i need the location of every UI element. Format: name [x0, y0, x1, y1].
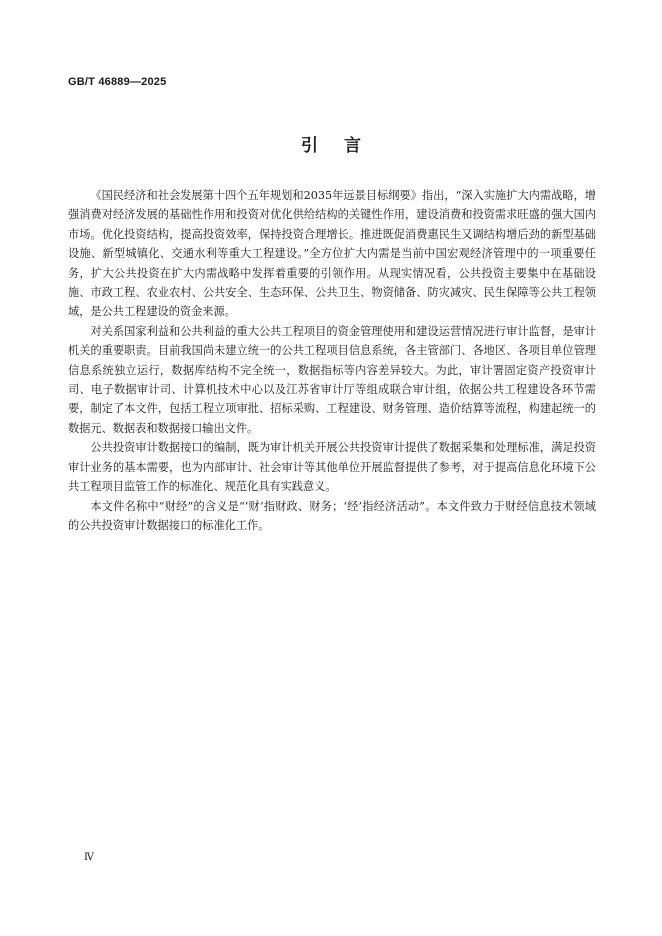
- paragraph-3: 公共投资审计数据接口的编制，既为审计机关开展公共投资审计提供了数据采集和处理标准，满足投资审计业务的基本需要，也为内部审计、社会审计等其他单位开展监督提供了参考，对于提高信息化环境下公共工程项目监管工作的标准化、规范化具有实践意义。: [68, 441, 596, 494]
- paragraph-2: 对关系国家利益和公共利益的重大公共工程项目的资金管理使用和建设运营情况进行审计监督，是审计机关的重要职责。目前我国尚未建立统一的公共工程项目信息系统，各主管部门、各地区、各项目单位管理信息系统独立运行，数据库结构不完全统一，数据指标等内容差异较大。为此，审计署固定资产投资审计司、电子数据审计司、计算机技术中心以及江苏省审计厅等组成联合审计组，依据公共工程建设各环节需要，制定了本文件，包括工程立项审批、招标采购、工程建设、财务管理、造价结算等流程，构建起统一的数据元、数据表和数据接口输出文件。: [68, 324, 596, 435]
- page-title: 引言: [301, 136, 387, 156]
- standard-code: GB/T 46889—2025: [68, 76, 167, 88]
- page-number: Ⅳ: [84, 852, 94, 863]
- paragraph-1: 《国民经济和社会发展第十四个五年规划和2035年远景目标纲要》指出，“深入实施扩大内需战略，增强消费对经济发展的基础性作用和投资对优化供给结构的关键性作用，建设消费和投资需求旺盛的强大国内市场。优化投资结构，提高投资效率，保持投资合理增长。推进既促消费惠民生又调结构增后劲的新型基础设施、新型城镇化、交通水利等重大工程建设。”全方位扩大内需是当前中国宏观经济管理中的一项重要任务，扩大公共投资在扩大内需战略中发挥着重要的引领作用。从现实情况看，公共投资主要集中在基础设施、市政工程、农业农村、公共安全、生态环保、公共卫生、物资储备、防灾减灾、民生保障等公共工程领域，是公共工程建设的资金来源。: [68, 189, 596, 319]
- introduction-body: [68, 186, 596, 535]
- paragraph-4: 本文件名称中“财经”的含义是“‘财’指财政、财务；‘经’指经济活动”。本文件致力于财经信息技术领域的公共投资审计数据接口的标准化工作。: [68, 499, 596, 532]
